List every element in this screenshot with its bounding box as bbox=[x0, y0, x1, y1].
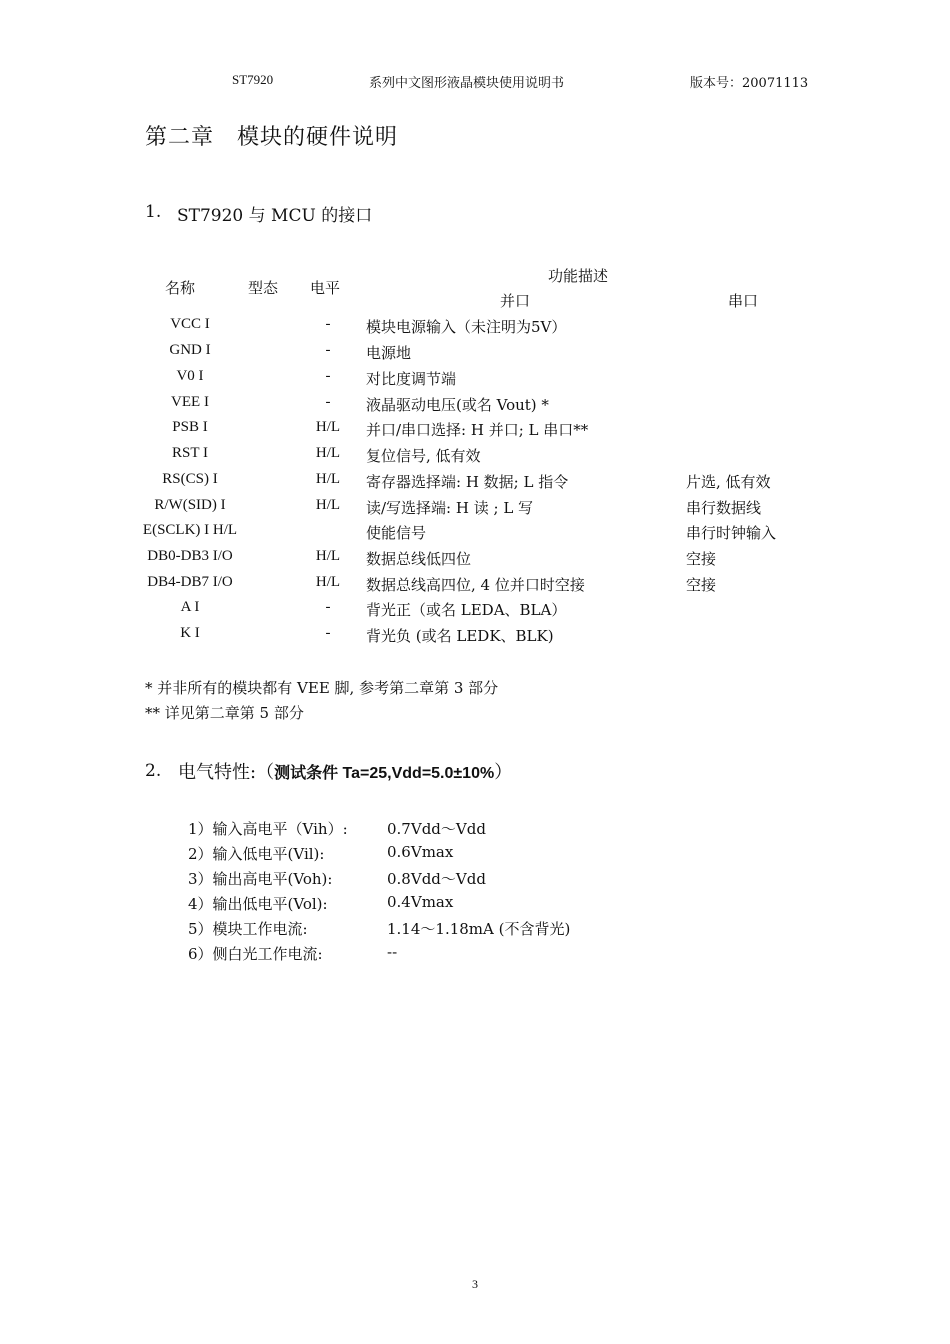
section1-title: ST7920 与 MCU 的接口 bbox=[177, 206, 373, 226]
spec-value: 0.6Vmax bbox=[387, 843, 454, 861]
pin-parallel-function: 数据总线低四位 bbox=[366, 550, 472, 568]
pin-parallel-function: 电源地 bbox=[366, 344, 412, 362]
spec-label: 4）输出低电平(Vol): bbox=[188, 895, 328, 913]
table-header-level: 电平 bbox=[310, 279, 341, 297]
pin-name: V0 I bbox=[176, 368, 204, 384]
pin-level: H/L bbox=[315, 548, 341, 564]
pin-serial-function: 空接 bbox=[686, 576, 717, 594]
table-row bbox=[0, 445, 950, 471]
spec-value: -- bbox=[387, 943, 398, 961]
spec-label: 2）输入低电平(Vil): bbox=[188, 845, 325, 863]
pin-level: - bbox=[325, 342, 331, 358]
table-row bbox=[0, 599, 950, 625]
pin-name: A I bbox=[180, 599, 200, 615]
pin-name: K I bbox=[180, 625, 200, 641]
pin-level: H/L bbox=[315, 471, 341, 487]
pin-level: H/L bbox=[315, 419, 341, 435]
table-row bbox=[0, 497, 950, 523]
pin-parallel-function: 背光负 (或名 LEDK、BLK) bbox=[366, 627, 554, 645]
table-row bbox=[0, 625, 950, 651]
section2-number: 2. bbox=[145, 761, 162, 781]
pin-serial-function: 串行数据线 bbox=[686, 499, 762, 517]
pin-name: PSB I bbox=[172, 419, 208, 435]
pin-level: - bbox=[325, 625, 331, 641]
section1-number: 1. bbox=[145, 202, 162, 222]
pin-serial-function: 空接 bbox=[686, 550, 717, 568]
page-number: 3 bbox=[472, 1277, 478, 1291]
spec-label: 3）输出高电平(Voh): bbox=[188, 870, 333, 888]
pin-name: E(SCLK) I H/L bbox=[142, 522, 238, 538]
pin-level: H/L bbox=[315, 445, 341, 461]
chapter-title: 第二章 模块的硬件说明 bbox=[145, 125, 399, 150]
pin-name: RST I bbox=[172, 445, 208, 461]
spec-value: 1.14～1.18mA (不含背光) bbox=[387, 920, 571, 938]
table-header-name: 名称 bbox=[165, 279, 196, 297]
pin-parallel-function: 复位信号, 低有效 bbox=[366, 447, 481, 465]
table-row bbox=[0, 548, 950, 574]
footnote-vee: * 并非所有的模块都有 VEE 脚, 参考第二章第 3 部分 bbox=[145, 679, 499, 697]
pin-name: DB4-DB7 I/O bbox=[147, 574, 233, 590]
spec-label: 6）侧白光工作电流: bbox=[188, 945, 323, 963]
spec-value: 0.8Vdd～Vdd bbox=[387, 870, 486, 888]
pin-parallel-function: 并口/串口选择: H 并口; L 串口** bbox=[366, 421, 589, 439]
table-row bbox=[0, 342, 950, 368]
table-row bbox=[0, 471, 950, 497]
pin-name: R/W(SID) I bbox=[154, 497, 226, 513]
pin-name: GND I bbox=[169, 342, 211, 358]
table-header-type: 型态 bbox=[248, 279, 279, 297]
section2-title bbox=[178, 758, 512, 784]
spec-value: 0.7Vdd～Vdd bbox=[387, 820, 486, 838]
pin-name: VEE I bbox=[171, 394, 209, 410]
table-row bbox=[0, 394, 950, 420]
section2-close: ） bbox=[494, 762, 513, 783]
table-header-serial: 串口 bbox=[728, 292, 759, 310]
pin-name: DB0-DB3 I/O bbox=[147, 548, 233, 564]
pin-parallel-function: 读/写选择端: H 读 ; L 写 bbox=[366, 499, 534, 517]
table-header-function: 功能描述 bbox=[548, 267, 609, 285]
pin-serial-function: 串行时钟输入 bbox=[686, 524, 777, 542]
header-title: 系列中文图形液晶模块使用说明书 bbox=[369, 76, 565, 91]
pin-level: - bbox=[325, 316, 331, 332]
pin-parallel-function: 使能信号 bbox=[366, 524, 427, 542]
table-row bbox=[0, 419, 950, 445]
section2-condition: 测试条件 Ta=25,Vdd=5.0±10% bbox=[274, 765, 495, 782]
pin-name: RS(CS) I bbox=[162, 471, 218, 487]
pin-parallel-function: 液晶驱动电压(或名 Vout) * bbox=[366, 396, 549, 414]
footnote-serial: ** 详见第二章第 5 部分 bbox=[145, 704, 304, 722]
pin-parallel-function: 数据总线高四位, 4 位并口时空接 bbox=[366, 576, 585, 594]
spec-label: 1）输入高电平（Vih）: bbox=[188, 820, 348, 838]
pin-parallel-function: 对比度调节端 bbox=[366, 370, 457, 388]
spec-value: 0.4Vmax bbox=[387, 893, 454, 911]
pin-level: H/L bbox=[315, 574, 341, 590]
pin-level: - bbox=[325, 368, 331, 384]
pin-parallel-function: 背光正（或名 LEDA、BLA） bbox=[366, 601, 567, 619]
pin-name: VCC I bbox=[170, 316, 210, 332]
table-row bbox=[0, 574, 950, 600]
header-model: ST7920 bbox=[232, 72, 274, 87]
table-row bbox=[0, 522, 950, 548]
pin-serial-function: 片选, 低有效 bbox=[686, 473, 771, 491]
table-row bbox=[0, 368, 950, 394]
header-version: 版本号：20071113 bbox=[690, 76, 809, 91]
pin-parallel-function: 模块电源输入（未注明为5V） bbox=[366, 318, 567, 336]
pin-level: - bbox=[325, 394, 331, 410]
pin-level: H/L bbox=[315, 497, 341, 513]
spec-label: 5）模块工作电流: bbox=[188, 920, 308, 938]
pin-parallel-function: 寄存器选择端: H 数据; L 指令 bbox=[366, 473, 569, 491]
section2-title-text: 电气特性:（ bbox=[178, 762, 275, 783]
pin-level: - bbox=[325, 599, 331, 615]
table-header-parallel: 并口 bbox=[500, 292, 531, 310]
table-row bbox=[0, 316, 950, 342]
